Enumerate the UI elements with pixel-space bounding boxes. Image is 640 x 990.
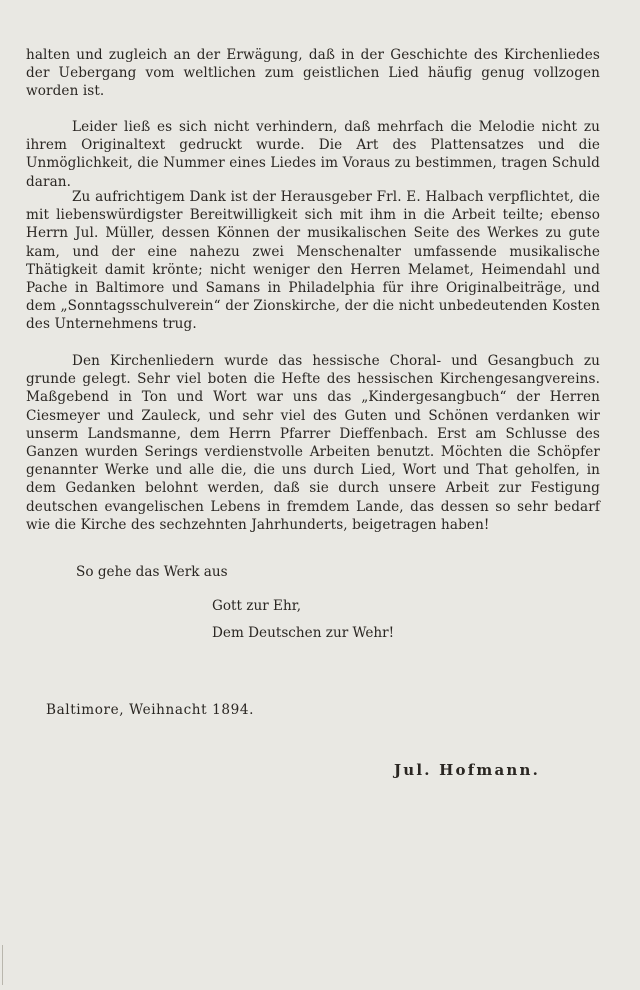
paragraph-4 (26, 352, 600, 534)
paragraph-text: halten und zugleich an der Erwägung, daß in der Geschichte des Kirchenliedes der Uebergang vom weltlichen zum geistlichen Lied häufig genug vollzogen worden ist. (26, 47, 600, 100)
paragraph-2 (26, 118, 600, 191)
paragraph-text: Zu aufrichtigem Dank ist der Herausgeber Frl. E. Halbach verpflichtet, die mit liebenswürdigster Bereitwilligkeit sich mit ihm in die Arbeit teilte; ebenso Herrn Jul. Müller, dessen Können der musikalischen Seite des Werkes zu gute kam, und der eine nahezu zwei Menschenalter umfassende musikalische Thätigkeit damit krönte; nicht weniger den Herren Melamet, Heimendahl und Pache in Baltimore und Samans in Philadelphia für ihre Originalbeiträge, und dem „Sonntagsschulverein“ der Zionskirche, der die nicht unbedeutenden Kosten des Unternehmens trug. (26, 189, 600, 333)
paragraph-1 (26, 46, 600, 101)
motto-line-2: Dem Deutschen zur Wehr! (212, 625, 395, 641)
closing-line: So gehe das Werk aus (76, 564, 228, 580)
paragraph-3 (26, 188, 600, 334)
paragraph-text: Leider ließ es sich nicht verhindern, daß mehrfach die Melodie nicht zu ihrem Originaltext gedruckt wurde. Die Art des Plattensatzes und die Unmöglichkeit, die Nummer eines Liedes im Voraus zu bestimmen, tragen Schuld daran. (26, 119, 600, 190)
paragraph-text: Den Kirchenliedern wurde das hessische Choral- und Gesangbuch zu grunde gelegt. Sehr viel boten die Hefte des hessischen Kirchengesangvereins. Maßgebend in Ton und Wort war uns das „Kindergesangbuch“ der Herren Ciesmeyer und Zauleck, und sehr viel des Guten und Schönen verdanken wir unserm Landsmanne, dem Herrn Pfarrer Dieffenbach. Erst am Schlusse des Ganzen wurden Serings verdienstvolle Arbeiten benutzt. Möchten die Schöpfer genannter Werke und alle die, die uns durch Lied, Wort und That geholfen, in dem Gedanken belohnt werden, daß sie durch unsere Arbeit zur Festigung deutschen evangelischen Lebens in fremdem Lande, das dessen so sehr bedarf wie die Kirche des sechzehnten Jahrhunderts, beigetragen haben! (26, 353, 600, 533)
signature: Jul. Hofmann. (394, 761, 540, 779)
place-date: Baltimore, Weihnacht 1894. (46, 702, 255, 718)
page-edge-mark (2, 945, 3, 985)
motto-line-1: Gott zur Ehr, (212, 598, 302, 614)
